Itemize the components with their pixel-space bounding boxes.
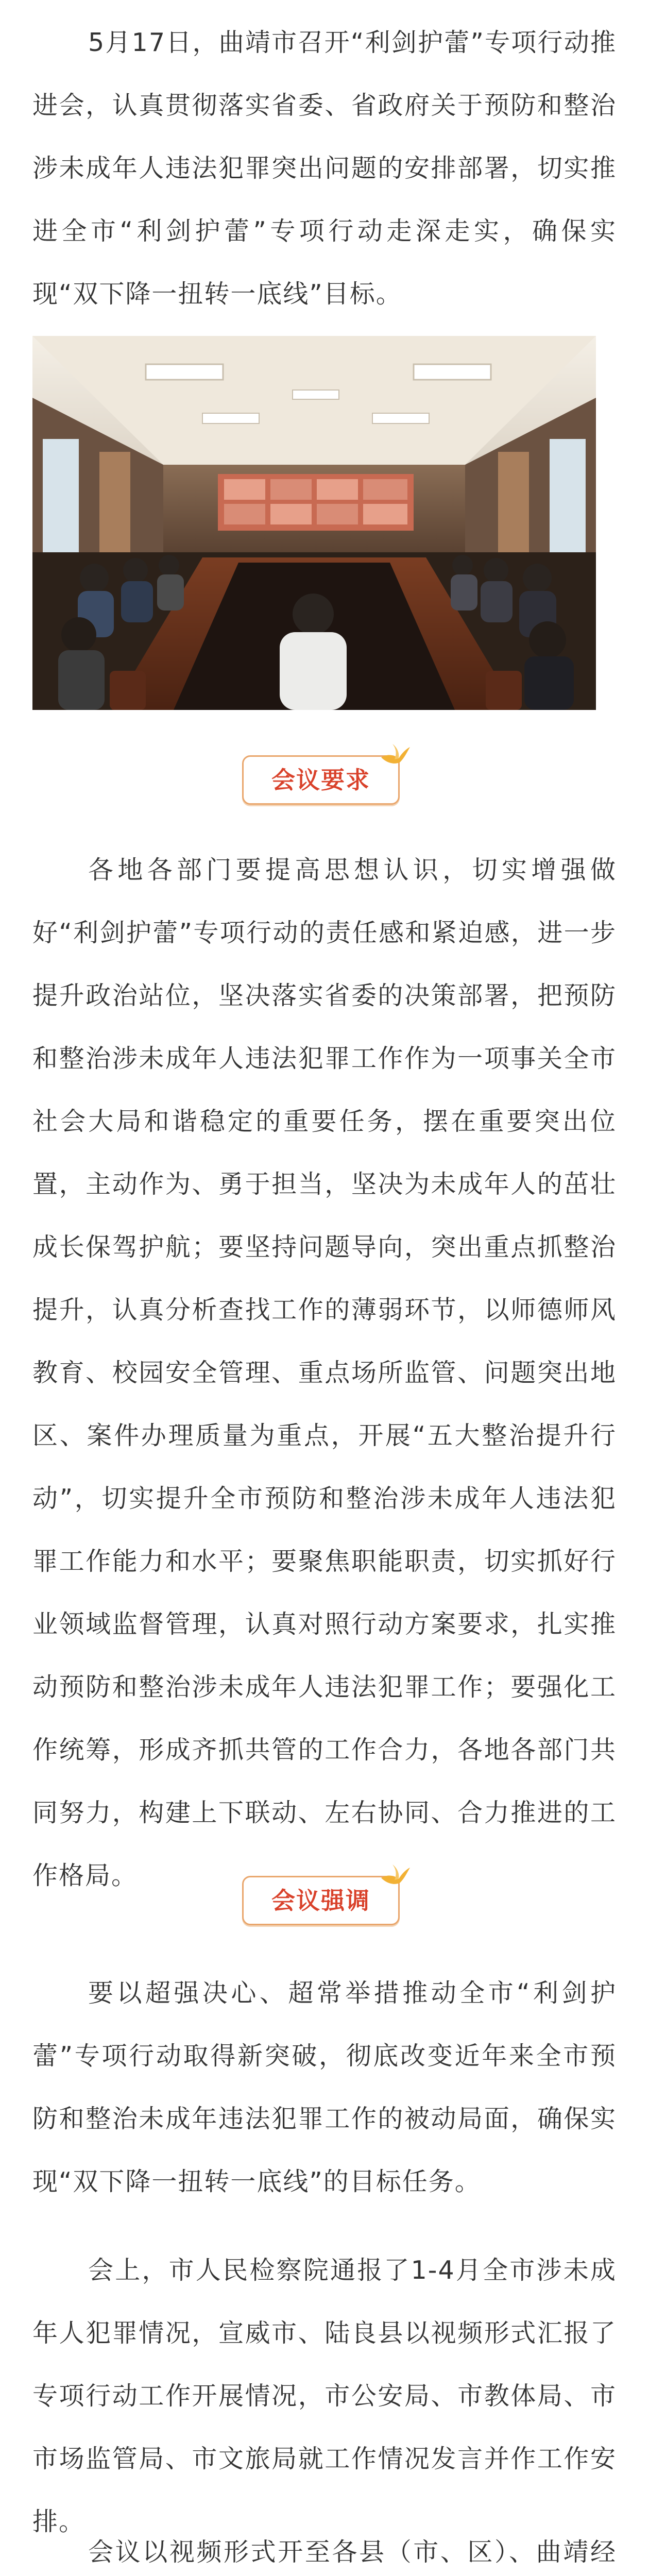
section-tag-requirements xyxy=(240,742,409,809)
section-title: 会议强调 xyxy=(271,1887,370,1914)
meeting-report-paragraph: 会上，市人民检察院通报了1-4月全市涉未成年人犯罪情况，宣威市、陆良县以视频形式汇报了专项行动工作开展情况，市公安局、市教体局、市市场监管局、市文旅局就工作情况发言并作工作安排。 xyxy=(32,2256,617,2536)
meeting-format-paragraph: 会议以视频形式开至各县（市、区）、曲靖经 xyxy=(88,2537,617,2567)
section-title: 会议要求 xyxy=(271,766,370,794)
section-tag-emphasis xyxy=(240,1862,409,1929)
meeting-photo xyxy=(32,336,596,710)
requirements-paragraph: 各地各部门要提高思想认识，切实增强做好“利剑护蕾”专项行动的责任感和紧迫感，进一步提升政治站位，坚决落实省委的决策部署，把预防和整治涉未成年人违法犯罪工作作为一项事关全市社会大局和谐稳定的重要任务，摆在重要突出位置，主动作为、勇于担当，坚决为未成年人的茁壮成长保驾护航；要坚持问题导向，突出重点抓整治提升，认真分析查找工作的薄弱环节，以师德师风教育、校园安全管理、重点场所监管、问题突出地区、案件办理质量为重点，开展“五大整治提升行动”，切实提升全市预防和整治涉未成年人违法犯罪工作能力和水平；要聚焦职能职责，切实抓好行业领域监督管理，认真对照行动方案要求，扎实推动预防和整治涉未成年人违法犯罪工作；要强化工作统筹，形成齐抓共管的工作合力，各地各部门共同努力，构建上下联动、左右协同、合力推进的工作格局。 xyxy=(32,855,617,1890)
emphasis-paragraph: 要以超强决心、超常举措推动全市“利剑护蕾”专项行动取得新突破，彻底改变近年来全市预防和整治未成年违法犯罪工作的被动局面，确保实现“双下降一扭转一底线”的目标任务。 xyxy=(32,1978,617,2196)
bird-icon xyxy=(379,1862,411,1889)
intro-paragraph: 5月17日，曲靖市召开“利剑护蕾”专项行动推进会，认真贯彻落实省委、省政府关于预防和整治涉未成年人违法犯罪突出问题的安排部署，切实推进全市“利剑护蕾”专项行动走深走实，确保实现“双下降一扭转一底线”目标。 xyxy=(32,28,617,309)
bird-icon xyxy=(379,742,411,769)
meeting-room-illustration xyxy=(32,336,596,710)
